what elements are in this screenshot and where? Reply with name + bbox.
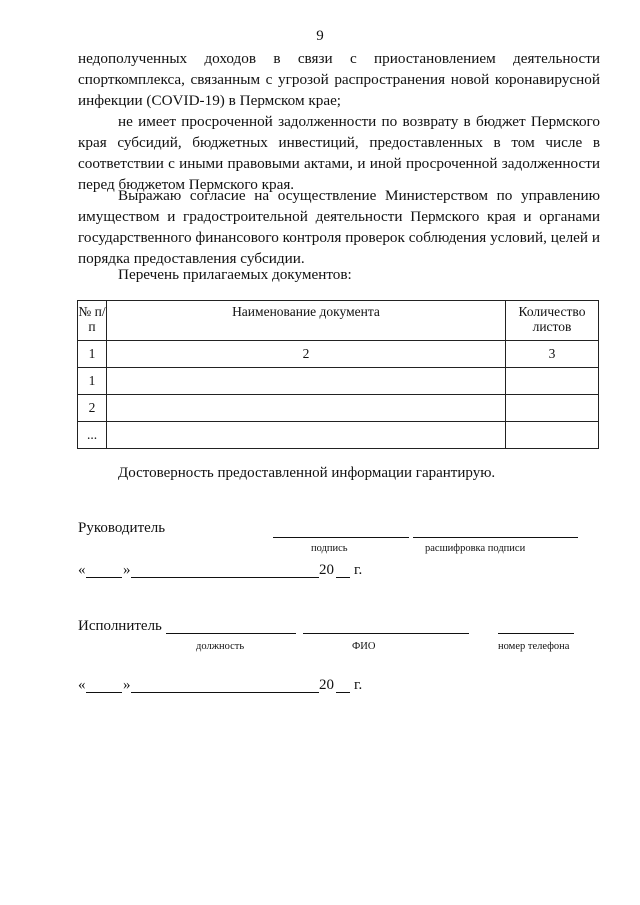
signature-line xyxy=(273,537,409,538)
table-cell: ... xyxy=(78,422,107,449)
date2-close-quote: » xyxy=(123,677,131,693)
table-cell: 2 xyxy=(78,395,107,422)
date-day-line xyxy=(86,577,122,578)
date2-open-quote: « xyxy=(78,677,86,693)
table-cell xyxy=(506,422,599,449)
date2-year-line xyxy=(336,692,350,693)
paragraph-income-loss: недополученных доходов в связи с приостановлением деятельности спорткомплекса, связанным с угрозой распространения новой коронавирусной инфекции (COVID-19) в Пермском крае; xyxy=(78,50,600,109)
executor-label: Исполнитель xyxy=(78,618,162,634)
date-year: 20 xyxy=(319,562,334,578)
phone-caption: номер телефона xyxy=(498,641,570,652)
name-line xyxy=(303,633,469,634)
paragraph-doc-list-title: Перечень прилагаемых документов: xyxy=(118,266,352,283)
table-header-row xyxy=(78,301,599,341)
table-cell xyxy=(107,395,506,422)
table-cell xyxy=(107,368,506,395)
paragraph-no-debt: не имеет просроченной задолженности по возврату в бюджет Пермского края субсидий, бюджетных инвестиций, предоставленных в том числе в соответствии с иными правовыми актами, и иной просроченной задолженности перед бюджетом Пермского края. xyxy=(78,113,600,193)
table-row xyxy=(78,341,599,368)
header-sheet-count: Количество листов xyxy=(506,301,599,341)
table-cell xyxy=(506,368,599,395)
date-open-quote: « xyxy=(78,562,86,578)
decode-line xyxy=(413,537,578,538)
position-caption: должность xyxy=(196,641,245,652)
date2-month-line xyxy=(131,692,319,693)
date-month-line xyxy=(131,577,319,578)
head-label: Руководитель xyxy=(78,520,166,536)
documents-table xyxy=(77,300,599,449)
table-cell xyxy=(107,422,506,449)
date2-day-line xyxy=(86,692,122,693)
table-row xyxy=(78,395,599,422)
table-row xyxy=(78,368,599,395)
table-cell xyxy=(506,395,599,422)
decode-caption: расшифровка подписи xyxy=(425,543,526,554)
paragraph-consent: Выражаю согласие на осуществление Министерством по управлению имуществом и градостроительной деятельности Пермского края и органами государственного финансового контроля проверок соблюдения условий, целей и порядка предоставления субсидии. xyxy=(78,187,600,267)
table-cell: 1 xyxy=(78,341,107,368)
date2-year: 20 xyxy=(319,677,334,693)
page-number: 9 xyxy=(316,28,324,44)
table-row xyxy=(78,422,599,449)
date-close-quote: » xyxy=(123,562,131,578)
table-cell: 2 xyxy=(107,341,506,368)
date-year-suffix: г. xyxy=(354,562,363,578)
date2-year-suffix: г. xyxy=(354,677,363,693)
position-line xyxy=(166,633,296,634)
phone-line xyxy=(498,633,574,634)
signature-caption: подпись xyxy=(311,543,348,554)
header-document-name: Наименование документа xyxy=(107,301,506,341)
guarantee-statement: Достоверность предоставленной информации гарантирую. xyxy=(118,465,496,481)
header-number: № п/п xyxy=(78,301,107,341)
table-cell: 3 xyxy=(506,341,599,368)
table-cell: 1 xyxy=(78,368,107,395)
date-year-line xyxy=(336,577,350,578)
name-caption: ФИО xyxy=(352,641,376,652)
